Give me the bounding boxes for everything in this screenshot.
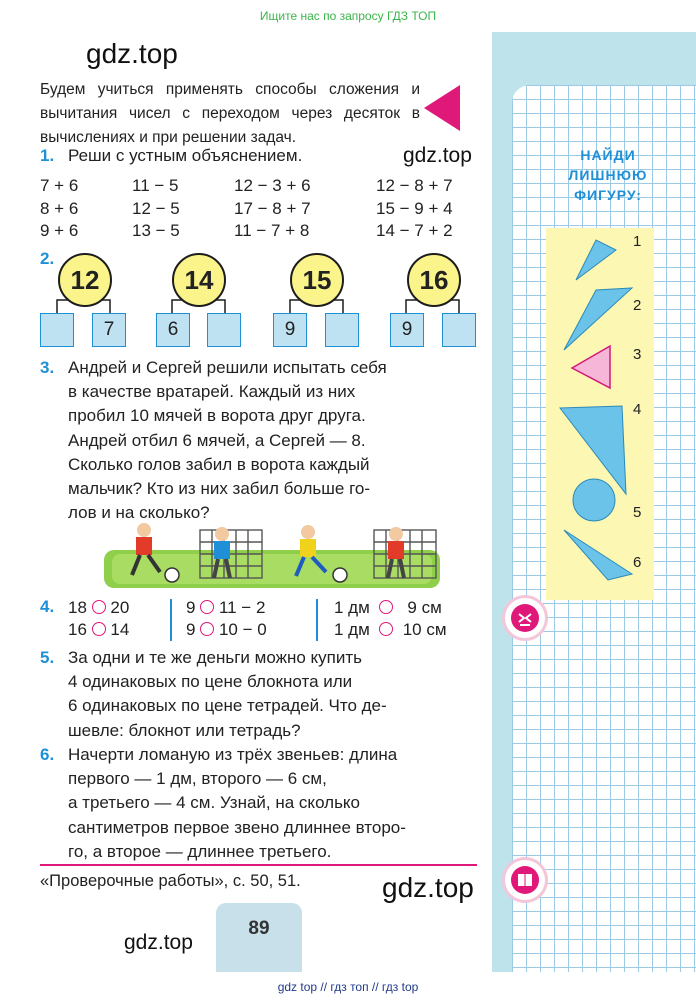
divider [316,599,318,641]
compare-circle[interactable] [200,600,214,614]
compare-circle[interactable] [92,600,106,614]
expression: 12 − 5 [132,198,180,218]
figure-number: 5 [633,504,642,521]
compare-value: 20 [110,598,130,617]
expression: 14 − 7 + 2 [376,221,453,240]
compare-circle[interactable] [379,600,393,614]
task5-text [68,646,477,743]
text-line: а третьего — 4 см. Узнай, на сколько [68,793,361,813]
task-title: Реши с устным объяснением. [68,146,303,165]
compare-value: 11 − 2 [218,598,266,617]
expression: 15 − 9 + 4 [376,198,453,218]
text-line: шевле: блокнот или тетрадь? [68,720,301,740]
title-line: ФИГУРУ: [574,187,642,203]
workbook-reference: «Проверочные работы», с. 50, 51. [40,872,301,890]
text-line: го, а второе — длиннее третьего. [68,841,332,861]
watermark: gdz.top [86,38,178,69]
text-line: Начерти ломаную из трёх звеньев: длина [68,745,398,764]
compare-group-c [334,597,447,641]
expression: 8 + 6 [40,198,79,218]
compare-circle[interactable] [92,622,106,636]
text-line: пробил 10 мячей в ворота друг друга. [68,406,366,426]
compare-value: 1 дм [334,620,370,639]
answer-box[interactable]: 7 [92,313,126,347]
text-line: мальчик? Кто из них забил больше го- [68,479,371,499]
figure-number: 4 [633,401,642,418]
compare-value: 18 [68,598,87,617]
watermark: gdz.top [403,144,472,167]
text-line: 4 одинаковых по цене блокнота или [68,672,353,692]
figure-number: 1 [633,233,642,250]
answer-box[interactable] [207,313,241,347]
figure-number: 3 [633,346,642,363]
compare-value: 1 дм [334,598,370,617]
expression: 12 − 8 + 7 [376,176,453,195]
expression: 17 − 8 + 7 [234,198,311,218]
sidebar-title [548,145,668,205]
title-line: ЛИШНЮЮ [568,167,648,183]
answer-box[interactable] [325,313,359,347]
answer-box[interactable]: 6 [156,313,190,347]
task3-text [68,356,477,525]
watermark: gdz.top [382,872,474,903]
figure-number: 2 [633,297,642,314]
compare-circle[interactable] [200,622,214,636]
answer-box[interactable] [40,313,74,347]
figure-number: 6 [633,554,642,571]
number-circle: 14 [172,253,226,307]
expression: 11 − 7 + 8 [234,221,310,240]
compare-group-a [68,597,129,641]
text-line: сантиметров первое звено длиннее второ- [68,817,406,837]
expression: 12 − 3 + 6 [234,176,311,195]
divider-line [40,864,477,866]
expression: 11 − 5 [132,176,179,195]
number-circle: 16 [407,253,461,307]
compare-value: 14 [110,620,130,639]
text-line: Андрей отбил 6 мячей, а Сергей — 8. [68,430,366,450]
text-line: первого — 1 дм, второго — 6 см, [68,769,327,789]
book-icon[interactable] [505,860,545,900]
text-line: Андрей и Сергей решили испытать себя [68,358,387,377]
task6-text [68,743,477,864]
watermark: gdz.top [124,931,193,954]
expression: 9 + 6 [40,221,79,240]
top-search-hint[interactable]: Ищите нас по запросу ГДЗ ТОП [259,9,437,23]
number-circle: 15 [290,253,344,307]
answer-box[interactable] [442,313,476,347]
answer-box[interactable]: 9 [273,313,307,347]
compare-circle[interactable] [379,622,393,636]
soccer-illustration [104,520,440,588]
bottom-links[interactable]: gdz top // гдз топ // гдз top [0,972,696,1005]
task-number: 4. [40,597,55,616]
compare-value: 9 [186,620,196,639]
text-line: Сколько голов забил в ворота каждый [68,454,370,474]
number-circle: 12 [58,253,112,307]
task-number: 1. [40,146,55,165]
compare-value: 10 см [402,620,447,639]
compare-value: 16 [68,620,87,639]
lesson-intro: Будем учиться применять способы сложения и вычитания чисел с переходом через десяток в вычислениях и при решении задач. [40,81,420,146]
task-number: 6. [40,745,55,764]
task-number: 5. [40,648,55,667]
compare-value: 9 [186,598,196,617]
answer-box[interactable]: 9 [390,313,424,347]
task-number: 3. [40,358,55,377]
expression: 13 − 5 [132,221,180,240]
text-line: в качестве вратарей. Каждый из них [68,382,356,402]
text-line: За одни и те же деньги можно купить [68,648,362,667]
divider [170,599,172,641]
page-number: 89 [216,903,302,972]
title-line: НАЙДИ [580,147,636,163]
text-line: 6 одинаковых по цене тетрадей. Что де- [68,696,387,716]
task-number: 2. [40,249,55,268]
compare-value: 9 см [407,598,442,617]
compare-value: 10 − 0 [218,620,267,639]
compare-icon[interactable] [505,598,545,638]
expression: 7 + 6 [40,176,79,195]
text-line: лов и на сколько? [68,503,210,523]
compare-group-b [186,597,267,641]
number-tree-lines [0,0,492,360]
